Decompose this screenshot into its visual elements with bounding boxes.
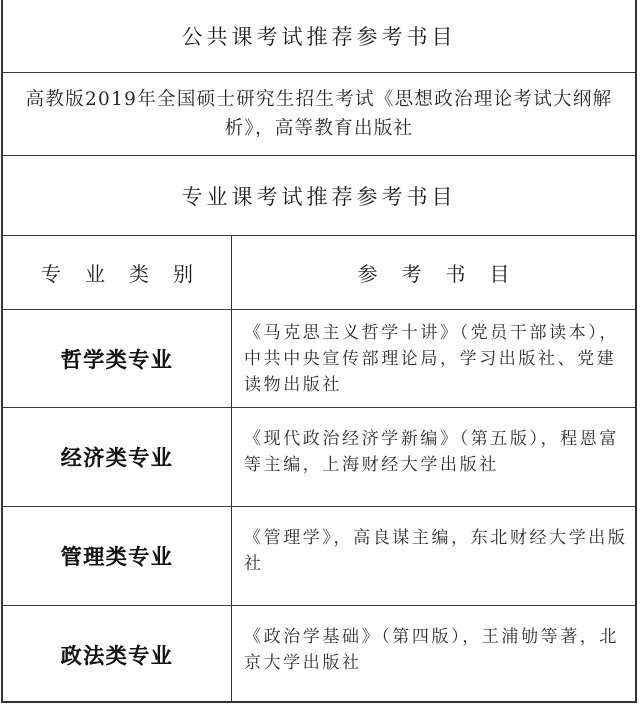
books-column-header: 参考书目 (357, 262, 534, 286)
public-book-text: 高教版2019年全国硕士研究生招生考试《思想政治理论考试大纲解析》，高等教育出版社 (25, 89, 613, 139)
category-cell: 经济类专业 (60, 445, 174, 470)
table-row (3, 507, 635, 606)
books-cell: 《政治学基础》（第四版），王浦劬等著，北京大学出版社 (244, 626, 619, 673)
books-header-cell (232, 236, 635, 309)
public-section-book-row (3, 73, 635, 156)
major-section-title: 专业课考试推荐参考书目 (181, 184, 457, 209)
category-header-cell (3, 236, 232, 309)
books-cell: 《马克思主义哲学十讲》（党员干部读本），中共中央宣传部理论局，学习出版社、党建读物出版社 (244, 322, 619, 395)
category-column-header: 专业类别 (41, 262, 217, 286)
column-header-row (3, 236, 635, 310)
category-cell: 管理类专业 (60, 544, 174, 569)
table-row (3, 606, 635, 703)
reference-books-table (1, 0, 637, 703)
public-section-title: 公共课考试推荐参考书目 (181, 25, 457, 49)
books-cell: 《现代政治经济学新编》（第五版），程恩富等主编，上海财经大学出版社 (244, 429, 619, 475)
category-cell: 哲学类专业 (60, 346, 174, 372)
table-row (3, 408, 635, 507)
major-section-title-row (3, 156, 635, 236)
public-section-title-row (3, 0, 635, 73)
books-cell: 《管理学》，高良谋主编，东北财经大学出版社 (244, 528, 628, 574)
category-cell: 政法类专业 (60, 642, 174, 668)
table-row (3, 310, 635, 408)
